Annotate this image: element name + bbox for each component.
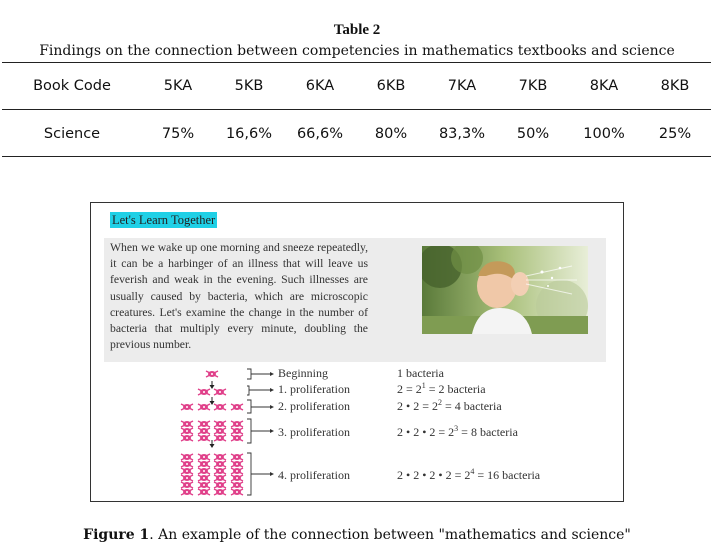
table-caption: Findings on the connection between competencies in mathematics textbooks and science (39, 43, 675, 59)
table-header-cell: 5KB (234, 78, 264, 94)
bacterium-icon (231, 468, 243, 474)
bacterium-icon (231, 428, 243, 434)
bacterium-icon (214, 454, 226, 460)
table-cell: 83,3% (438, 126, 486, 142)
table-mid-rule (2, 109, 711, 110)
bacterium-icon (198, 428, 210, 434)
bacterium-icon (214, 482, 226, 488)
stage-expression: 2 • 2 • $2 = 2^3 = 8$ bacteria (397, 424, 518, 439)
bacterium-icon (198, 404, 210, 410)
table-cell: 75% (161, 126, 195, 142)
bacterium-icon (198, 389, 210, 395)
table-title: Table 2 (333, 22, 381, 38)
bacterium-icon (214, 421, 226, 427)
table-cell: 100% (583, 126, 625, 142)
bacterium-icon (181, 404, 193, 410)
table-bottom-rule (2, 156, 711, 157)
bacterium-icon (231, 421, 243, 427)
table-header-cell: 5KA (163, 78, 193, 94)
bacterium-icon (181, 461, 193, 467)
bacterium-icon (198, 489, 210, 495)
stage-label: 4. proliferation (278, 468, 350, 482)
bacterium-icon (231, 454, 243, 460)
table-header-cell: 7KA (447, 78, 477, 94)
bacterium-icon (181, 454, 193, 460)
table-cell: 66,6% (296, 126, 344, 142)
bacterium-icon (231, 461, 243, 467)
stage-expression: $2 = 2^1 = 2$ bacteria (397, 381, 486, 396)
bacterium-icon (206, 371, 218, 377)
table-header-cell: 8KA (589, 78, 619, 94)
table-cell: 25% (658, 126, 692, 142)
bacterium-icon (214, 475, 226, 481)
bacterium-icon (214, 435, 226, 441)
table-top-rule (2, 62, 711, 63)
bacterium-icon (181, 468, 193, 474)
bacterium-icon (198, 454, 210, 460)
table-cell: 16,6% (225, 126, 273, 142)
stage-expression: 2 • 2 • 2 • $2 = 2^4 = 16$ bacteria (397, 467, 541, 482)
lets-learn-tag: Let's Learn Together (112, 213, 216, 227)
stage-label: Beginning (278, 366, 328, 380)
bacterium-icon (198, 461, 210, 467)
bacterium-icon (214, 428, 226, 434)
sneezing-child-photo (422, 246, 588, 334)
figure-paragraph: When we wake up one morning and sneeze repeatedly, it can be a harbinger of an illness that will leave us feverish and weak in the evening. Such illnesses are usually caused by bacteria, which are microscopic creatures. Let's examine the change in the number of bacteria that multiply every minute, doubling the previous number. (110, 241, 368, 352)
bacterium-icon (181, 421, 193, 427)
bacteria-diagram (175, 365, 275, 500)
stage-label: 2. proliferation (278, 399, 350, 413)
bacterium-icon (198, 421, 210, 427)
bacterium-icon (214, 468, 226, 474)
figure-caption: Figure 1. An example of the connection between "mathematics and science" (83, 527, 631, 543)
table-cell: 50% (516, 126, 550, 142)
bacterium-icon (214, 389, 226, 395)
bacterium-icon (198, 468, 210, 474)
bacterium-icon (214, 404, 226, 410)
bacterium-icon (214, 461, 226, 467)
bacterium-icon (231, 404, 243, 410)
bacterium-icon (231, 475, 243, 481)
stage-expression: 2 • $2 = 2^2 = 4$ bacteria (397, 398, 502, 413)
bacterium-icon (181, 489, 193, 495)
bacterium-icon (231, 482, 243, 488)
bacterium-icon (181, 435, 193, 441)
bacterium-icon (181, 428, 193, 434)
bacterium-icon (198, 435, 210, 441)
table-header-cell: 7KB (518, 78, 548, 94)
bacterium-icon (231, 489, 243, 495)
bacterium-icon (198, 482, 210, 488)
stage-label: 1. proliferation (278, 382, 350, 396)
bacterium-icon (231, 435, 243, 441)
stage-label: 3. proliferation (278, 425, 350, 439)
table-header-cell: 6KA (305, 78, 335, 94)
bacterium-icon (181, 475, 193, 481)
bacterium-icon (181, 482, 193, 488)
stage-expression: 1 bacteria (397, 366, 444, 380)
table-cell: 80% (374, 126, 408, 142)
table-header-cell: Book Code (33, 78, 111, 94)
bacterium-icon (214, 489, 226, 495)
table-header-cell: 8KB (660, 78, 690, 94)
table-header-cell: 6KB (376, 78, 406, 94)
bacterium-icon (198, 475, 210, 481)
table-cell: Science (43, 126, 101, 142)
